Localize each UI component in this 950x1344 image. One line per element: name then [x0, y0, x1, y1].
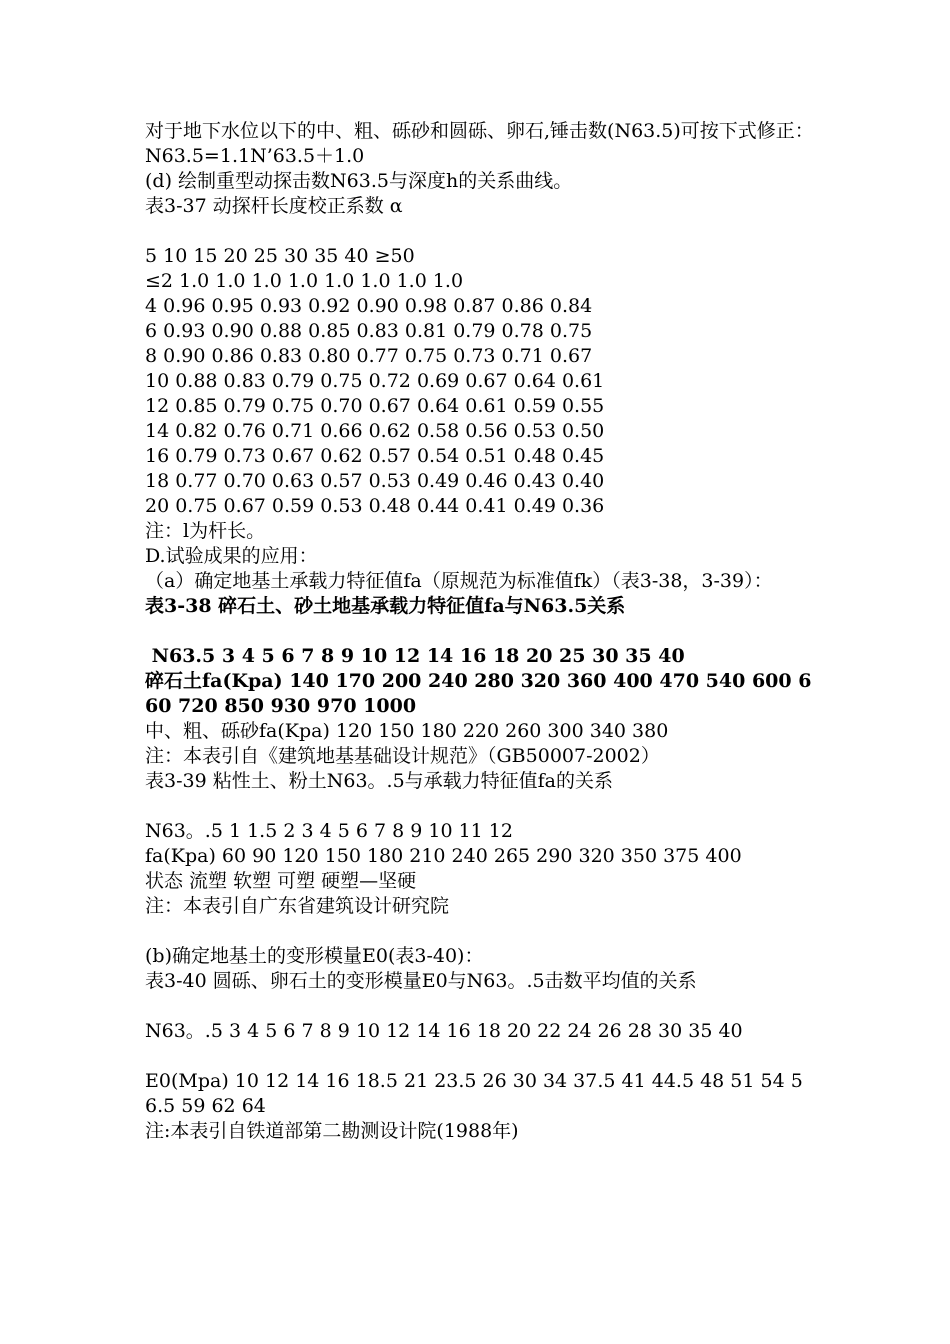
- text-line: 表3-40 圆砾、卵石土的变形模量E0与N63。.5击数平均值的关系: [145, 970, 697, 992]
- text-line: 碎石土fa(Kpa) 140 170 200 240 280 320 360 400 470 540 600 660 720 850 930 970 1000: [145, 670, 812, 717]
- text-line: 18 0.77 0.70 0.63 0.57 0.53 0.49 0.46 0.43 0.40: [145, 470, 605, 492]
- text-line: 表3-37 动探杆长度校正系数 α: [145, 195, 403, 217]
- text-line: 注:本表引自铁道部第二勘测设计院(1988年): [145, 1120, 519, 1142]
- text-line: 14 0.82 0.76 0.71 0.66 0.62 0.58 0.56 0.53 0.50: [145, 420, 605, 442]
- text-line: 12 0.85 0.79 0.75 0.70 0.67 0.64 0.61 0.59 0.55: [145, 395, 605, 417]
- text-line: N63.5=1.1N’63.5＋1.0: [145, 145, 365, 167]
- blank-line: [145, 219, 815, 244]
- text-line: 状态 流塑 软塑 可塑 硬塑—坚硬: [145, 870, 417, 892]
- text-line: D.试验成果的应用：: [145, 545, 318, 567]
- text-line: 表3-39 粘性土、粉土N63。.5与承载力特征值fa的关系: [145, 770, 614, 792]
- blank-line: [145, 794, 815, 819]
- text-line: 16 0.79 0.73 0.67 0.62 0.57 0.54 0.51 0.48 0.45: [145, 445, 605, 467]
- text-line: （a）确定地基土承载力特征值fa（原规范为标准值fk）（表3-38，3-39）：: [145, 570, 773, 592]
- text-line: 对于地下水位以下的中、粗、砾砂和圆砾、卵石,锤击数(N63.5)可按下式修正：: [145, 120, 814, 142]
- text-line: 注：本表引自《建筑地基基础设计规范》（GB50007-2002）: [145, 745, 660, 767]
- text-line: N63。.5 3 4 5 6 7 8 9 10 12 14 16 18 20 22 24 26 28 30 35 40: [145, 1020, 743, 1042]
- blank-line: [145, 619, 815, 644]
- text-line: 注：本表引自广东省建筑设计研究院: [145, 895, 450, 917]
- text-line: fa(Kpa) 60 90 120 150 180 210 240 265 290 320 350 375 400: [145, 845, 742, 867]
- text-line: 5 10 15 20 25 30 35 40 ≥50: [145, 245, 415, 267]
- blank-line: [145, 994, 815, 1019]
- text-line: 表3-38 碎石土、砂土地基承载力特征值fa与N63.5关系: [145, 595, 626, 617]
- document-body: [145, 119, 815, 1144]
- text-line: 4 0.96 0.95 0.93 0.92 0.90 0.98 0.87 0.86 0.84: [145, 295, 593, 317]
- text-line: E0(Mpa) 10 12 14 16 18.5 21 23.5 26 30 34 37.5 41 44.5 48 51 54 56.5 59 62 64: [145, 1070, 803, 1117]
- blank-line: [145, 919, 815, 944]
- text-line: 8 0.90 0.86 0.83 0.80 0.77 0.75 0.73 0.71 0.67: [145, 345, 593, 367]
- text-line: 注：l为杆长。: [145, 520, 266, 542]
- text-line: N63。.5 1 1.5 2 3 4 5 6 7 8 9 10 11 12: [145, 820, 513, 842]
- text-line: 20 0.75 0.67 0.59 0.53 0.48 0.44 0.41 0.49 0.36: [145, 495, 605, 517]
- text-line: 中、粗、砾砂fa(Kpa) 120 150 180 220 260 300 340 380: [145, 720, 669, 742]
- text-line: 6 0.93 0.90 0.88 0.85 0.83 0.81 0.79 0.78 0.75: [145, 320, 593, 342]
- text-line: N63.5 3 4 5 6 7 8 9 10 12 14 16 18 20 25 30 35 40: [145, 645, 685, 667]
- text-line: (b)确定地基土的变形模量E0(表3-40)：: [145, 945, 484, 967]
- text-line: 10 0.88 0.83 0.79 0.75 0.72 0.69 0.67 0.64 0.61: [145, 370, 605, 392]
- blank-line: [145, 1044, 815, 1069]
- text-line: (d) 绘制重型动探击数N63.5与深度h的关系曲线。: [145, 170, 573, 192]
- text-line: ≤2 1.0 1.0 1.0 1.0 1.0 1.0 1.0 1.0: [145, 270, 464, 292]
